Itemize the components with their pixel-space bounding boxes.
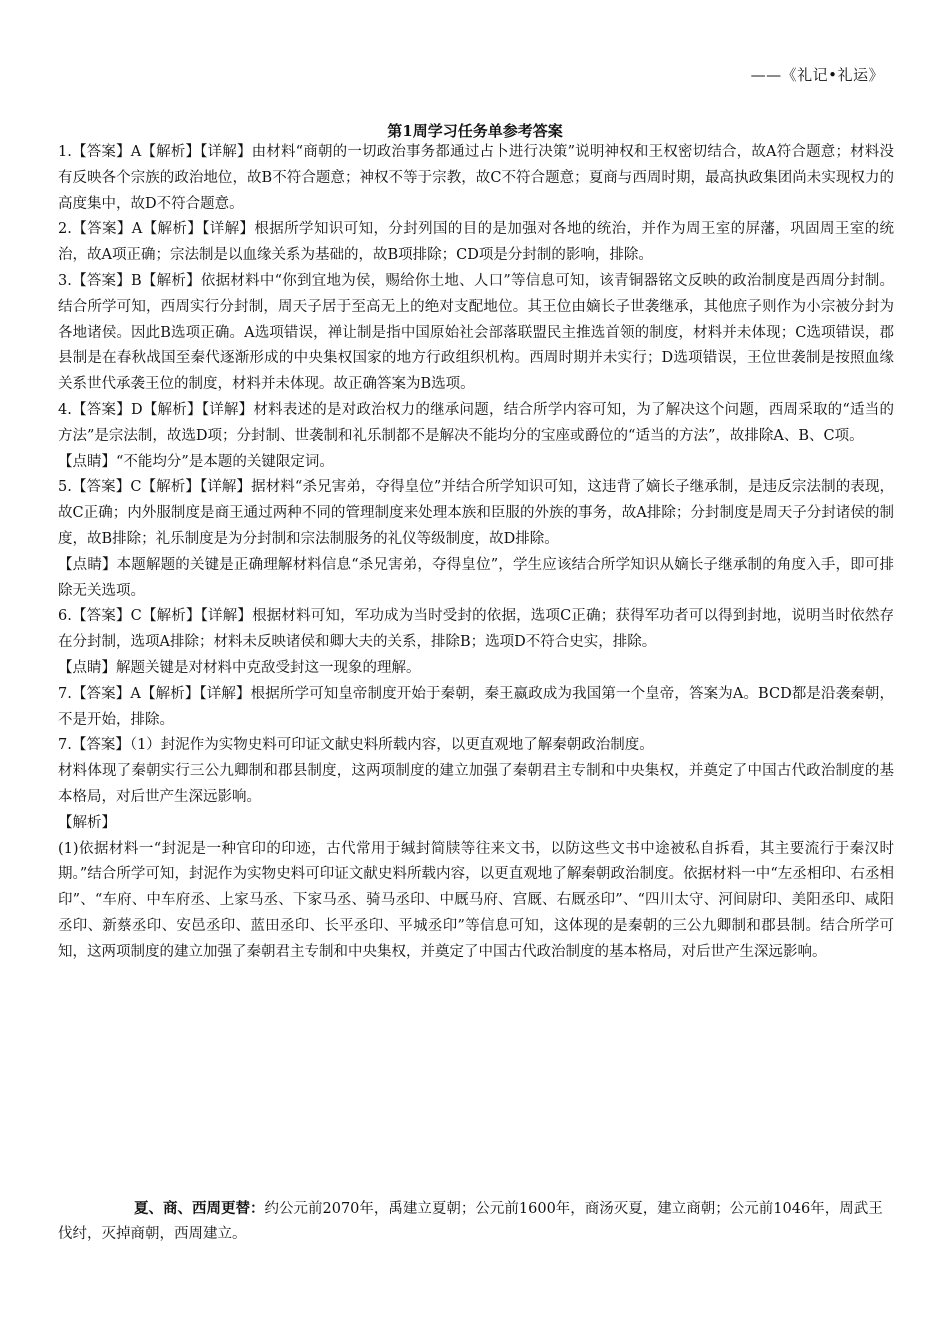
answer-7: 7.【答案】A【解析】【详解】根据所学可知皇帝制度开始于秦朝，秦王嬴政成为我国第一个皇帝，答案为A。BCD都是沿袭秦朝，不是开始，排除。 xyxy=(58,685,894,728)
answer-4: 4.【答案】D【解析】【详解】材料表述的是对政治权力的继承问题，结合所学内容可知，为了解决这个问题，西周采取的“适当的方法”是宗法制，故选D项；分封制、世袭制和礼乐制都不是解决不能均分的宝座或爵位的“适当的方法”，故排除A、B、C项。 xyxy=(58,401,894,444)
answer-6: 6.【答案】C【解析】【详解】根据材料可知，军功成为当时受封的依据，选项C正确；获得军功者可以得到封地，说明当时依然存在分封制，选项A排除；材料未反映诸侯和卿大夫的关系，排除B；选项D不符合史实，排除。 xyxy=(58,608,894,651)
answer-4-note: 【点睛】“不能均分”是本题的关键限定词。 xyxy=(58,453,334,470)
answer-6-note: 【点睛】解题关键是对材料中克敌受封这一现象的理解。 xyxy=(58,659,421,676)
footer-text: 约公元前2070年，禹建立夏朝；公元前1600年，商汤灭夏，建立商朝；公元前1046年，周武王伐纣，灭掉商朝，西周建立。 xyxy=(58,1201,883,1242)
analysis-heading: 【解析】 xyxy=(58,814,116,831)
answer-content xyxy=(58,140,894,966)
footer-label: 夏、商、西周更替： xyxy=(134,1200,265,1217)
analysis-text: (1)依据材料一“封泥是一种官印的印迹，古代常用于缄封简牍等往来文书，以防这些文书中途被私自拆看，其主要流行于秦汉时期。”结合所学可知，封泥作为实物史料可印证文献史料所载内容，以更直观地了解秦朝政治制度。依据材料一中“左丞相印、右丞相印”、“车府、中车府丞、上家马丞、下家马丞、骑马丞印、中厩马府、宫厩、右厩丞印”、“四川太守、河间尉印、美阳丞印、咸阳丞印、新蔡丞印、安邑丞印、蓝田丞印、长平丞印、平城丞印”等信息可知，这体现的是秦朝的三公九卿制和郡县制。结合所学可知，这两项制度的建立加强了秦朝君主专制和中央集权，并奠定了中国古代政治制度的基本格局，对后世产生深远影响。 xyxy=(58,840,894,960)
answer-7b: 7.【答案】（1）封泥作为实物史料可印证文献史料所载内容，以更直观地了解秦朝政治制度。 xyxy=(58,737,654,754)
answer-1: 1.【答案】A【解析】【详解】由材料“商朝的一切政治事务都通过占卜进行决策”说明神权和王权密切结合，故A符合题意；材料没有反映各个宗族的政治地位，故B不符合题意；神权不等于宗教，故C不符合题意；夏商与西周时期，最高执政集团尚未实现权力的高度集中，故D不符合题意。 xyxy=(58,144,894,212)
answer-2: 2.【答案】A【解析】【详解】根据所学知识可知，分封列国的目的是加强对各地的统治，并作为周王室的屏藩，巩固周王室的统治，故A项正确；宗法制是以血缘关系为基础的，故B项排除；CD项是分封制的影响，排除。 xyxy=(58,221,894,264)
footer-note xyxy=(58,1196,894,1247)
answer-3: 3.【答案】B【解析】依据材料中“你到宜地为侯，赐给你土地、人口”等信息可知，该青铜器铭文反映的政治制度是西周分封制。结合所学可知，西周实行分封制，周天子居于至高无上的绝对支配地位。其王位由嫡长子世袭继承，其他庶子则作为小宗被分封为各地诸侯。因此B选项正确。A选项错误，禅让制是指中国原始社会部落联盟民主推选首领的制度，材料并未体现；C选项错误，郡县制是在春秋战国至秦代逐渐形成的中央集权国家的地方行政组织机构。西周时期并未实行；D选项错误，王位世袭制是按照血缘关系世代承袭王位的制度，材料并未体现。故正确答案为B选项。 xyxy=(58,272,894,393)
answer-5-note: 【点睛】本题解题的关键是正确理解材料信息“杀兄害弟，夺得皇位”，学生应该结合所学知识从嫡长子继承制的角度入手，即可排除无关选项。 xyxy=(58,556,894,599)
page-title: 第1周学习任务单参考答案 xyxy=(387,122,563,140)
answer-5: 5.【答案】C【解析】【详解】据材料“杀兄害弟，夺得皇位”并结合所学知识可知，这违背了嫡长子继承制，是违反宗法制的表现，故C正确；内外服制度是商王通过两种不同的管理制度来处理本族和臣服的外族的事务，故A排除；分封制度是周天子分封诸侯的制度，故B排除；礼乐制度是为分封制和宗法制服务的礼仪等级制度，故D排除。 xyxy=(58,479,894,547)
citation-source: ——《礼记•礼运》 xyxy=(750,66,884,84)
answer-7b-text: 材料体现了秦朝实行三公九卿制和郡县制度，这两项制度的建立加强了秦朝君主专制和中央集权，并奠定了中国古代政治制度的基本格局，对后世产生深远影响。 xyxy=(58,763,894,805)
